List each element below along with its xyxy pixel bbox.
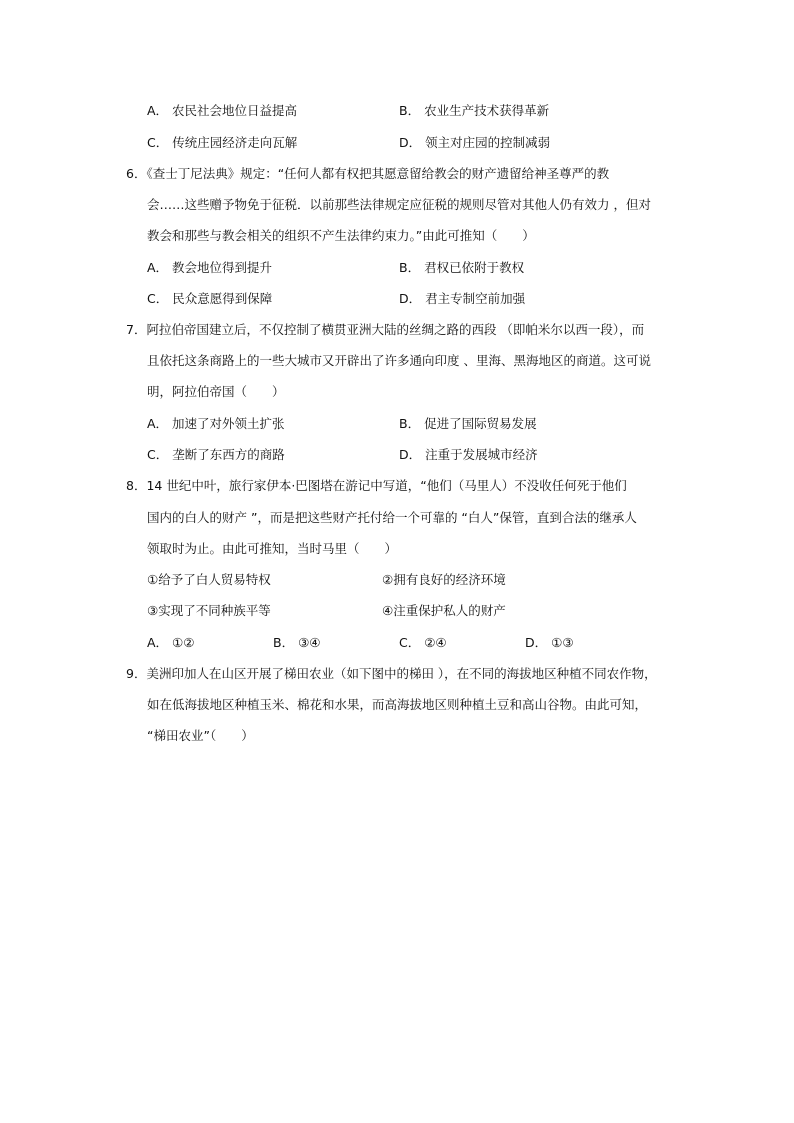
option-letter: A． [147,416,169,431]
option-text: 促进了国际贸易发展 [424,416,537,431]
q6-option-b[interactable] [399,260,524,276]
option-letter: B． [399,416,421,431]
q6-stem-line-1 [126,166,609,182]
q8-stem-line-2: 国内的白人的财产 ”，而是把这些财产托付给一个可靠的 “白人”保管，直到合法的继承人 [147,510,637,525]
option-text: ①③ [551,635,574,650]
option-text: 君主专制空前加强 [425,291,526,306]
option-letter: C． [147,291,169,306]
q6-option-c[interactable] [147,291,272,307]
question-text: 《查士丁尼法典》规定：“任何人都有权把其愿意留给教会的财产遗留给神圣尊严的教 [146,166,610,181]
option-letter: B． [399,260,421,275]
option-text: 君权已依附于教权 [424,260,525,275]
question-number: 9． [126,666,147,681]
option-text: ①② [172,635,195,650]
q7-stem-line-1 [126,322,644,338]
option-text: 农民社会地位日益提高 [172,103,298,118]
q8-option-b[interactable] [273,635,320,651]
option-text: 领主对庄园的控制减弱 [425,135,551,150]
q7-stem-line-2: 且依托这条商路上的一些大城市又开辟出了许多通向印度 、里海、黑海地区的商道。这可说 [147,353,651,368]
q8-statement-4: ④注重保护私人的财产 [382,603,506,618]
q7-option-c[interactable] [147,447,285,463]
q9-stem-line-1 [126,666,657,682]
option-text: 教会地位得到提升 [172,260,273,275]
option-letter: A． [147,103,169,118]
option-letter: D． [399,135,422,150]
q7-stem-line-3: 明，阿拉伯帝国（ ） [147,384,285,399]
question-number: 8． [126,478,147,493]
q7-option-a[interactable] [147,416,285,432]
option-text: 农业生产技术获得革新 [424,103,550,118]
option-text: 传统庄园经济走向瓦解 [172,135,298,150]
option-text: 垄断了东西方的商路 [172,447,285,462]
q6-stem-line-3: 教会和那些与教会相关的组织不产生法律约束力。”由此可推知（ ） [147,228,535,243]
q6-option-d[interactable] [399,291,525,307]
q5-option-c[interactable] [147,135,297,151]
option-letter: D． [399,291,422,306]
option-text: 注重于发展城市经济 [425,447,538,462]
option-letter: A． [147,635,169,650]
question-number: 6． [126,166,147,181]
question-number: 7． [126,322,147,337]
q9-stem-line-2: 如在低海拔地区种植玉米、棉花和水果，而高海拔地区则种植土豆和高山谷物。由此可知， [147,697,648,712]
option-letter: D． [399,447,422,462]
option-text: 加速了对外领土扩张 [172,416,285,431]
option-letter: C． [147,135,169,150]
q5-option-a[interactable] [147,103,297,119]
option-text: ③④ [298,635,321,650]
option-letter: C． [399,635,421,650]
question-text: 美洲印加人在山区开展了梯田农业（如下图中的梯田 ），在不同的海拔地区种植不同农作物， [146,666,657,681]
option-letter: D． [525,635,548,650]
q8-stem-line-1 [126,478,627,494]
question-text: 阿拉伯帝国建立后，不仅控制了横贯亚洲大陆的丝绸之路的西段 （即帕米尔以西一段），而 [146,322,645,337]
q5-option-d[interactable] [399,135,550,151]
q8-statement-3: ③实现了不同种族平等 [147,603,271,618]
q8-statement-2: ②拥有良好的经济环境 [382,572,506,587]
q8-option-d[interactable] [525,635,574,651]
q9-stem-line-3: “梯田农业”（ ） [147,728,254,743]
option-letter: C． [147,447,169,462]
q8-option-a[interactable] [147,635,194,651]
question-text: 14 世纪中叶，旅行家伊本·巴图塔在游记中写道，“他们（马里人）不没收任何死于他们 [146,478,627,493]
q6-stem-line-2: 会……这些赠予物免于征税．以前那些法律规定应征税的规则尽管对其他人仍有效力 ，但对 [147,197,651,212]
option-letter: A． [147,260,169,275]
q6-option-a[interactable] [147,260,272,276]
option-letter: B． [399,103,421,118]
q8-stem-line-3: 领取时为止。由此可推知，当时马里（ ） [147,541,398,556]
q7-option-b[interactable] [399,416,537,432]
q8-option-c[interactable] [399,635,447,651]
option-letter: B． [273,635,295,650]
option-text: ②④ [424,635,447,650]
q5-option-b[interactable] [399,103,549,119]
q7-option-d[interactable] [399,447,538,463]
q8-statement-1: ①给予了白人贸易特权 [147,572,271,587]
option-text: 民众意愿得到保障 [172,291,273,306]
